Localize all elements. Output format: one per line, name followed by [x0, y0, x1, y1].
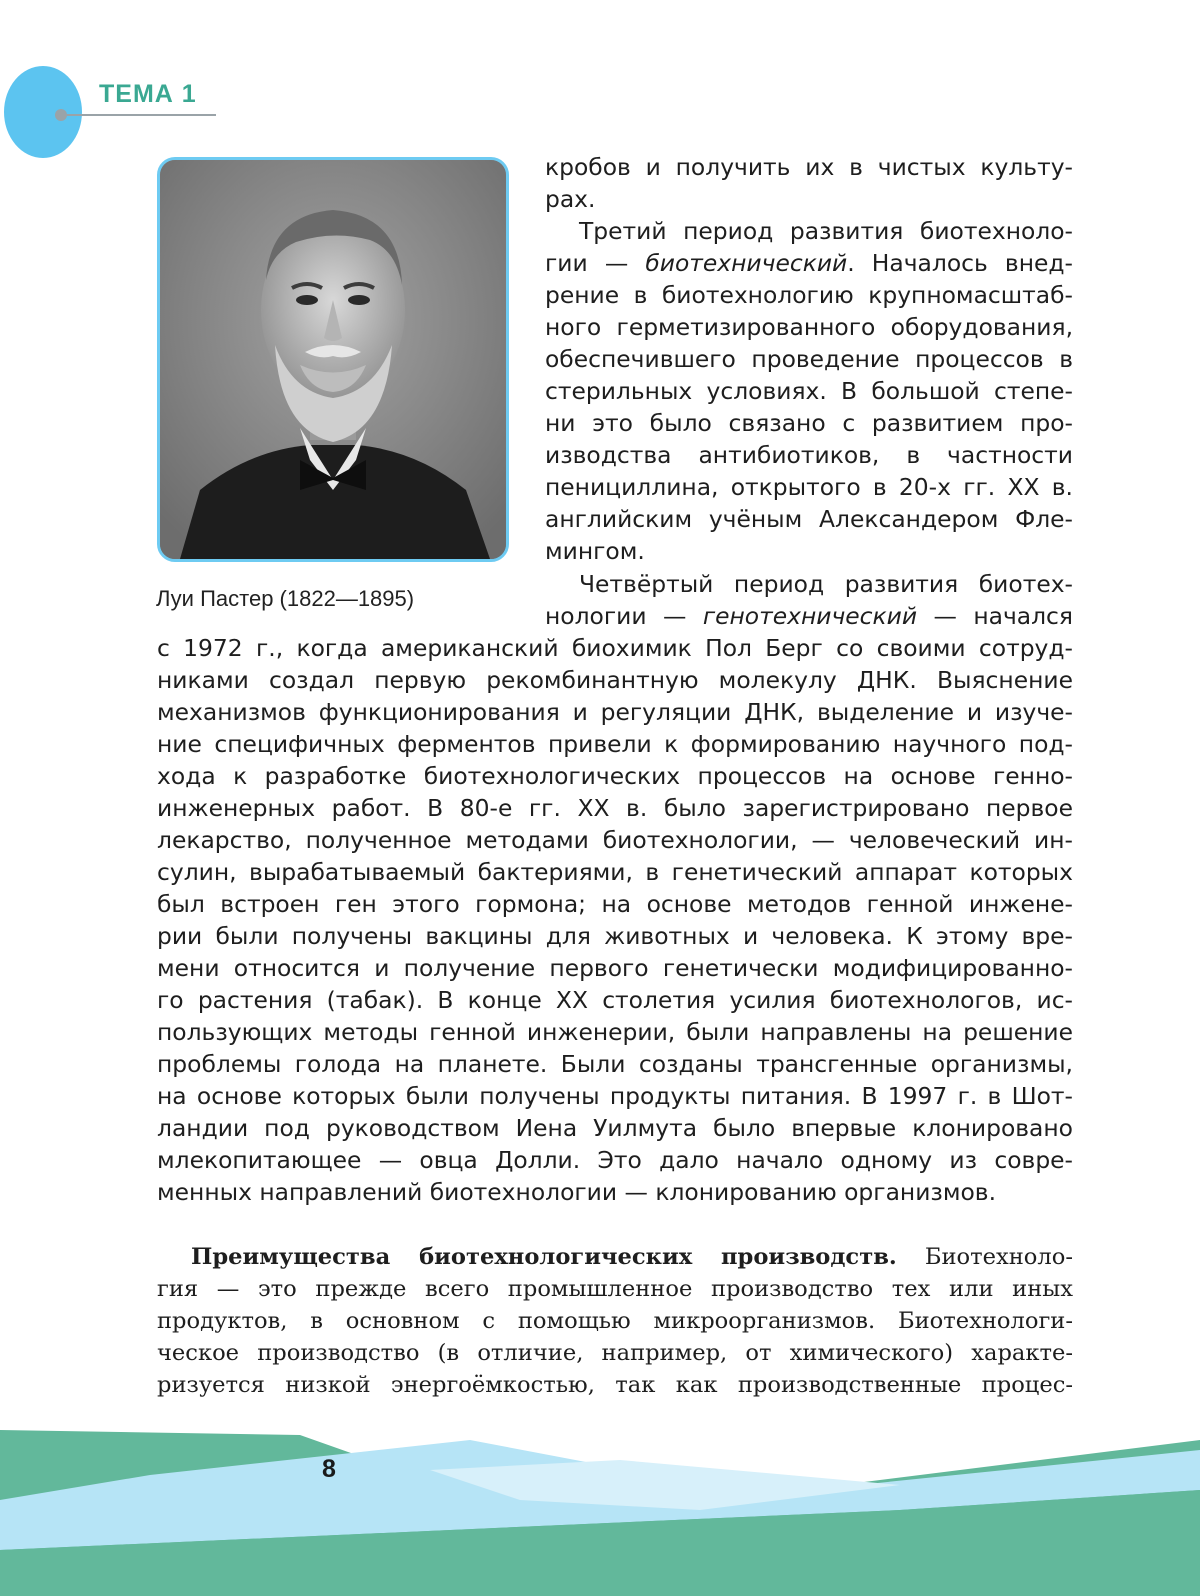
text-line	[545, 247, 1073, 279]
portrait-caption: Луи Пастер (1822—1895)	[156, 586, 415, 611]
text-line: изводства антибиотиков, в частности	[545, 441, 1073, 469]
text-line: проблемы голода на планете. Были созданы трансгенные организмы,	[157, 1050, 1073, 1078]
text-line: ни это было связано с развитием про-	[545, 409, 1073, 437]
topic-label: ТЕМА 1	[99, 80, 197, 108]
text-line: кробов и получить их в чистых культу-	[545, 153, 1073, 181]
text-line: пенициллина, открытого в 20-х гг. XX в.	[545, 473, 1073, 501]
text-line: английским учёным Александером Фле-	[545, 505, 1073, 533]
text-line	[157, 1241, 1073, 1273]
text-line: менных направлений биотехнологии — клонированию организмов.	[157, 1178, 997, 1206]
text-line	[545, 600, 1073, 632]
term-italic: генотехнический	[702, 602, 918, 630]
text-fragment: нологии —	[545, 602, 703, 630]
text-line: рии были получены вакцины для животных и человека. К этому вре-	[157, 922, 1073, 950]
portrait-photo	[157, 157, 509, 562]
text-line: сулин, вырабатываемый бактериями, в генетический аппарат которых	[157, 858, 1073, 886]
text-line: ландии под руководством Иена Уилмута было впервые клонировано	[157, 1114, 1073, 1142]
text-line: с 1972 г., когда американский биохимик Пол Берг со своими сотруд-	[157, 634, 1073, 662]
term-italic: биотехнический	[645, 249, 848, 277]
text-line: го растения (табак). В конце XX столетия усилия биотехнологов, ис-	[157, 986, 1073, 1014]
topic-underline-dot	[55, 109, 67, 121]
text-line: был встроен ген этого гормона; на основе методов генной инжене-	[157, 890, 1073, 918]
text-line: пользующих методы генной инженерии, были направлены на решение	[157, 1018, 1073, 1046]
text-line: ческое производство (в отличие, например, от химического) характе-	[157, 1340, 1073, 1366]
section-heading: Преимущества биотехнологических производств.	[191, 1244, 897, 1270]
text-line: Четвёртый период развития биотех-	[579, 570, 1073, 598]
portrait-illustration	[160, 160, 506, 559]
topic-underline	[58, 114, 216, 116]
text-line: обеспечившего проведение процессов в	[545, 345, 1073, 373]
text-line: никами создал первую рекомбинантную молекулу ДНК. Выяснение	[157, 666, 1073, 694]
text-line: на основе которых были получены продукты питания. В 1997 г. в Шот-	[157, 1082, 1073, 1110]
text-line: механизмов функционирования и регуляции ДНК, выделение и изуче-	[157, 698, 1073, 726]
text-line: инженерных работ. В 80-е гг. XX в. было зарегистрировано первое	[157, 794, 1073, 822]
text-line: мингом.	[545, 537, 645, 565]
topic-marker-circle	[4, 66, 82, 158]
text-fragment: гии —	[545, 249, 646, 277]
page-number: 8	[322, 1455, 336, 1483]
text-line: млекопитающее — овца Долли. Это дало начало одному из совре-	[157, 1146, 1073, 1174]
text-fragment: . Началось внед-	[847, 249, 1073, 277]
text-line: ного герметизированного оборудования,	[545, 313, 1073, 341]
text-line: рение в биотехнологию крупномасштаб-	[545, 281, 1073, 309]
text-line: стерильных условиях. В большой степе-	[545, 377, 1073, 405]
text-line: мени относится и получение первого генетически модифицированно-	[157, 954, 1073, 982]
text-fragment: — начался	[917, 602, 1073, 630]
text-line: рах.	[545, 185, 596, 213]
text-fragment: Биотехноло-	[896, 1244, 1074, 1270]
footer-decoration	[0, 1400, 1200, 1596]
text-line: лекарство, полученное методами биотехнологии, — человеческий ин-	[157, 826, 1073, 854]
text-line: продуктов, в основном с помощью микроорганизмов. Биотехнологи-	[157, 1308, 1073, 1334]
text-line: гия — это прежде всего промышленное производство тех или иных	[157, 1276, 1073, 1302]
text-line: ние специфичных ферментов привели к формированию научного под-	[157, 730, 1073, 758]
text-line: ризуется низкой энергоёмкостью, так как производственные процес-	[157, 1372, 1073, 1398]
text-line: хода к разработке биотехнологических процессов на основе генно-	[157, 762, 1073, 790]
text-line: Третий период развития биотехноло-	[579, 217, 1073, 245]
